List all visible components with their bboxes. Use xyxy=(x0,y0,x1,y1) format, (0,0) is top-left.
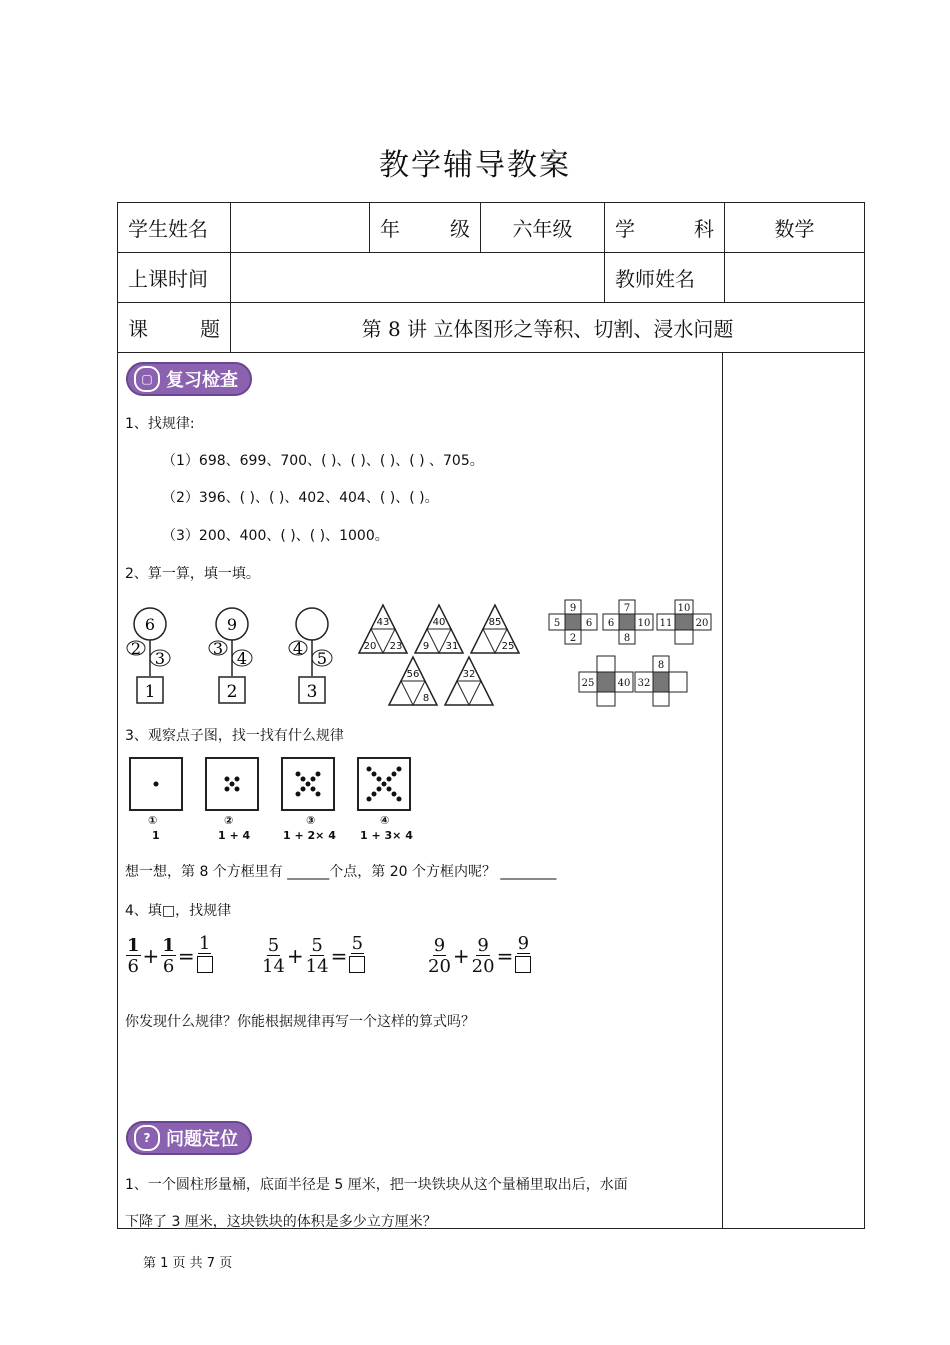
class-time-label: 上课时间 xyxy=(118,253,231,303)
triangle-1 xyxy=(359,605,407,653)
q3-title: 3、观察点子图，找一找有什么规律 xyxy=(125,728,344,744)
p1-line-2: 下降了 3 厘米，这块铁块的体积是多少立方厘米？ xyxy=(125,1214,437,1230)
triangle-5 xyxy=(445,657,493,705)
cross-puzzles xyxy=(545,598,713,708)
svg-text:7: 7 xyxy=(623,603,631,614)
svg-text:8: 8 xyxy=(422,693,430,704)
student-name-value[interactable] xyxy=(231,203,370,253)
svg-text:43: 43 xyxy=(376,617,390,628)
q4-title: 4、填□，找规律 xyxy=(125,903,232,919)
flower-3 xyxy=(289,608,332,703)
answer-box[interactable] xyxy=(515,956,531,973)
dot-label-1-num: ① xyxy=(148,814,158,827)
subject-label: 学 科 xyxy=(605,203,725,253)
student-name-label: 学生姓名 xyxy=(118,203,231,253)
answer-box[interactable] xyxy=(349,956,365,973)
flower-2-pot: 2 xyxy=(226,682,238,702)
q1-line-2: （2）396、( )、( )、402、404、( )、( )。 xyxy=(162,490,439,506)
dot-box-3 xyxy=(282,758,334,810)
dot-label-2-num: ② xyxy=(224,814,234,827)
triangle-3 xyxy=(471,605,519,653)
flower-1-pot: 1 xyxy=(144,682,156,702)
svg-text:9: 9 xyxy=(422,641,430,652)
svg-text:9: 9 xyxy=(569,603,577,614)
p1-line-1: 1、一个圆柱形量桶，底面半径是 5 厘米，把一块铁块从这个量桶里取出后，水面 xyxy=(125,1177,628,1193)
fraction-eq-1: $\frac{1}{6}$ + $\frac{1}{6}$ = 1 xyxy=(126,935,213,977)
q3-question: 想一想，第 8 个方框里有 ______个点，第 20 个方框内呢？ ________ xyxy=(125,864,557,880)
triangle-puzzles xyxy=(355,603,527,707)
flower-3-right: 5 xyxy=(316,649,328,668)
svg-text:31: 31 xyxy=(445,641,459,652)
svg-text:25: 25 xyxy=(581,678,595,689)
svg-text:8: 8 xyxy=(657,660,665,671)
problem-badge: ? 问题定位 xyxy=(126,1121,252,1155)
fraction-eq-2: $\frac{5}{14}$ + $\frac{5}{14}$ = 5 xyxy=(262,935,365,977)
svg-text:5: 5 xyxy=(553,618,561,629)
cross-4 xyxy=(579,656,633,706)
teacher-label: 教师姓名 xyxy=(605,253,725,303)
svg-text:20: 20 xyxy=(363,641,377,652)
svg-text:10: 10 xyxy=(677,603,691,614)
flower-puzzles xyxy=(122,602,347,706)
flower-1-left: 2 xyxy=(130,639,142,658)
fraction-eq-3: $\frac{9}{20}$ + $\frac{9}{20}$ = 9 xyxy=(428,935,531,977)
flower-2 xyxy=(209,608,252,703)
svg-text:11: 11 xyxy=(659,618,673,629)
flower-3-pot: 3 xyxy=(306,682,318,702)
grade-label: 年 级 xyxy=(370,203,481,253)
flower-1 xyxy=(127,608,170,703)
dot-box-labels xyxy=(126,814,426,846)
flower-2-right: 4 xyxy=(236,649,248,668)
column-divider xyxy=(722,353,723,1229)
dot-box-4 xyxy=(358,758,410,810)
q4-question: 你发现什么规律？你能根据规律再写一个这样的算式吗？ xyxy=(125,1014,475,1030)
clipboard-icon: ▢ xyxy=(134,366,160,392)
dot-label-2-expr: 1 + 4 xyxy=(218,829,251,842)
dot-label-4-expr: 1 + 3× 4 xyxy=(360,829,413,842)
svg-text:56: 56 xyxy=(406,669,420,680)
dot-box-1 xyxy=(130,758,182,810)
cross-3 xyxy=(657,600,711,644)
flower-3-left: 4 xyxy=(292,639,304,658)
svg-text:6: 6 xyxy=(607,618,615,629)
topic-value: 第 8 讲 立体图形之等积、切割、浸水问题 xyxy=(231,303,865,353)
cross-1 xyxy=(549,600,597,644)
dot-boxes xyxy=(126,754,426,814)
q1-title: 1、找规律: xyxy=(125,416,195,432)
q1-line-1: （1）698、699、700、( )、( )、( )、( ) 、705。 xyxy=(162,453,484,469)
svg-text:25: 25 xyxy=(501,641,515,652)
svg-text:8: 8 xyxy=(623,633,631,644)
dot-label-1-expr: 1 xyxy=(152,829,160,842)
triangle-2 xyxy=(415,605,463,653)
triangle-4 xyxy=(389,657,437,705)
dot-label-4-num: ④ xyxy=(380,814,390,827)
answer-box[interactable] xyxy=(197,956,213,973)
svg-text:10: 10 xyxy=(637,618,651,629)
subject-value: 数学 xyxy=(725,203,865,253)
dot-label-3-num: ③ xyxy=(306,814,316,827)
cross-5 xyxy=(635,656,687,706)
question-icon: ? xyxy=(134,1125,160,1151)
flower-1-top: 6 xyxy=(144,615,156,634)
svg-text:40: 40 xyxy=(617,678,631,689)
flower-1-right: 3 xyxy=(154,649,166,668)
page-title: 教学辅导教案 xyxy=(379,148,571,183)
teacher-value[interactable] xyxy=(725,253,865,303)
info-table xyxy=(117,202,865,353)
dot-label-3-expr: 1 + 2× 4 xyxy=(283,829,336,842)
cross-2 xyxy=(603,600,653,644)
page-footer: 第 1 页 共 7 页 xyxy=(143,1256,233,1271)
svg-text:20: 20 xyxy=(695,618,709,629)
svg-text:23: 23 xyxy=(389,641,403,652)
dot-box-2 xyxy=(206,758,258,810)
svg-text:40: 40 xyxy=(432,617,446,628)
q2-title: 2、算一算，填一填。 xyxy=(125,566,260,582)
class-time-value[interactable] xyxy=(231,253,605,303)
topic-label: 课 题 xyxy=(118,303,231,353)
flower-2-top: 9 xyxy=(226,615,238,634)
review-badge: ▢ 复习检查 xyxy=(126,362,252,396)
q1-line-3: （3）200、400、( )、( )、1000。 xyxy=(162,528,389,544)
svg-text:32: 32 xyxy=(462,669,476,680)
svg-text:85: 85 xyxy=(488,617,502,628)
grade-value: 六年级 xyxy=(481,203,605,253)
svg-text:32: 32 xyxy=(637,678,651,689)
svg-text:2: 2 xyxy=(569,633,577,644)
flower-2-left: 3 xyxy=(212,639,224,658)
svg-text:6: 6 xyxy=(585,618,593,629)
